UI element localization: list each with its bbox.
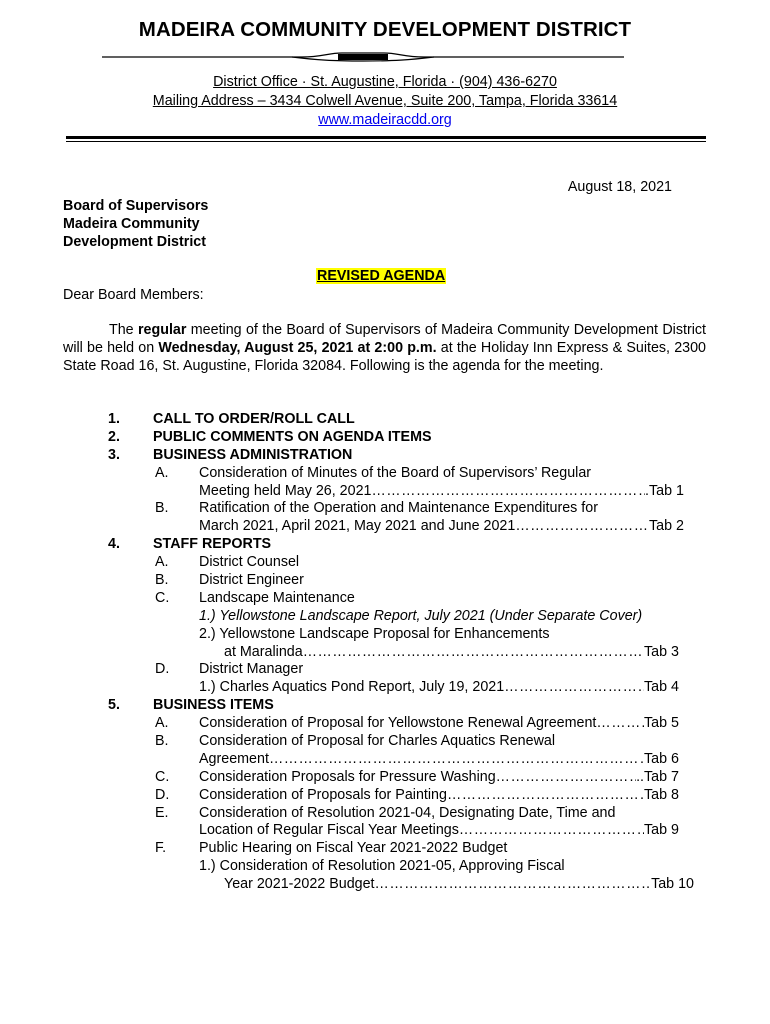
sub-sub-item-text: 1.) Yellowstone Landscape Report, July 2021 (Under Separate Cover) [199, 607, 643, 624]
leader-line [199, 518, 684, 536]
sub-item-continuation [0, 822, 770, 840]
tab-ref: Tab 8 [644, 786, 679, 803]
leader-line [199, 715, 679, 733]
sub-item [0, 840, 770, 858]
sub-item-text: District Engineer [199, 572, 304, 589]
header-rule-thin [66, 141, 706, 142]
agenda-item-3 [0, 447, 770, 465]
sub-sub-item-text: 1.) Charles Aquatics Pond Report, July 19, 2021 [199, 679, 505, 696]
sub-item [0, 661, 770, 679]
leader-line [199, 679, 679, 697]
sub-item-text: Public Hearing on Fiscal Year 2021-2022 Budget [199, 840, 508, 857]
addressee-block [63, 197, 208, 251]
addressee-line: Madeira Community [63, 216, 200, 232]
dot-leader [303, 644, 644, 662]
tab-ref: Tab 10 [651, 876, 694, 893]
leader-line [224, 876, 694, 894]
tab-ref: Tab 5 [644, 715, 679, 732]
dot-leader [447, 787, 644, 805]
district-title: MADEIRA COMMUNITY DEVELOPMENT DISTRICT [138, 18, 632, 41]
sub-sub-item [0, 679, 770, 697]
revised-agenda-label: REVISED AGENDA [317, 268, 446, 284]
sub-item [0, 465, 770, 483]
dot-leader [375, 876, 652, 894]
item-title: STAFF REPORTS [153, 536, 272, 553]
sub-item-text: Consideration of Proposal for Yellowstone Renewal Agreement [199, 715, 597, 732]
sub-item-letter: D. [155, 786, 170, 803]
item-number: 5. [108, 697, 120, 714]
sub-item [0, 787, 770, 805]
sub-item-text: District Counsel [199, 554, 300, 571]
leader-line [199, 751, 679, 769]
meeting-type: regular [137, 322, 187, 338]
sub-item-continuation [0, 518, 770, 536]
letter-date: August 18, 2021 [567, 179, 672, 195]
sub-item-text: Landscape Maintenance [199, 589, 355, 606]
dot-leader [459, 822, 644, 840]
addressee-line: Board of Supervisors [63, 198, 209, 214]
sub-item [0, 590, 770, 608]
intro-paragraph [63, 321, 706, 375]
sub-sub-item [0, 858, 770, 876]
intro-text: meeting of the Board of Supervisors of Madeira Community Development District will be held on [63, 322, 707, 356]
sub-item-letter: B. [155, 500, 169, 517]
sub-item-letter: B. [155, 733, 169, 750]
sub-item-text: Consideration of Resolution 2021-04, Designating Date, Time and [199, 804, 616, 821]
website-link[interactable]: www.madeiracdd.org [318, 112, 452, 128]
salutation: Dear Board Members: [63, 287, 204, 303]
item-title: BUSINESS ADMINISTRATION [153, 446, 353, 463]
dot-leader [504, 679, 644, 697]
sub-sub-item-continuation [0, 876, 770, 894]
item-title: CALL TO ORDER/ROLL CALL [153, 411, 355, 427]
intro-text: at the Holiday Inn Express & Suites, 2300 State Road 16, St. Augustine, Florida 32084. Following is the agenda for the meeting. [63, 340, 707, 374]
sub-sub-item-text: 1.) Consideration of Resolution 2021-05, Approving Fiscal [199, 858, 565, 875]
sub-item-text: District Manager [199, 661, 304, 678]
sub-item [0, 715, 770, 733]
sub-item-letter: A. [155, 464, 169, 481]
leader-line [199, 769, 679, 787]
tab-ref: ..Tab 7 [636, 768, 679, 785]
sub-sub-item-text: 2.) Yellowstone Landscape Proposal for Enhancements [199, 625, 550, 642]
dot-leader [596, 715, 644, 733]
item-number: 1. [108, 411, 120, 427]
sub-item-letter: E. [155, 804, 169, 821]
sub-item-letter: C. [155, 768, 170, 785]
leader-line [224, 644, 679, 662]
tab-ref: Tab 2 [649, 518, 684, 535]
sub-item-text: Consideration of Minutes of the Board of Supervisors’ Regular [199, 464, 592, 481]
sub-sub-item-text: Year 2021-2022 Budget [224, 876, 375, 893]
sub-item [0, 572, 770, 590]
agenda-list [0, 411, 770, 894]
leader-line [199, 483, 684, 501]
header-rule-thick [66, 136, 706, 139]
sub-sub-item-text: at Maralinda [224, 643, 303, 660]
mailing-address-line: Mailing Address – 3434 Colwell Avenue, Suite 200, Tampa, Florida 33614 [152, 93, 618, 109]
agenda-item-4 [0, 536, 770, 554]
item-number: 3. [108, 446, 120, 463]
item-title: BUSINESS ITEMS [153, 697, 274, 714]
leader-line [199, 787, 679, 805]
sub-item-letter: D. [155, 661, 170, 678]
tab-ref: Tab 4 [644, 679, 679, 696]
sub-item-letter: A. [155, 554, 169, 571]
intro-text: The [109, 322, 138, 338]
sub-item-letter: B. [155, 572, 169, 589]
sub-item-letter: F. [155, 840, 167, 857]
dot-leader [269, 751, 640, 769]
item-title: PUBLIC COMMENTS ON AGENDA ITEMS [153, 428, 432, 445]
sub-item-continuation [0, 751, 770, 769]
sub-item-text: Consideration Proposals for Pressure Washing [199, 768, 496, 785]
sub-item-continuation [0, 483, 770, 501]
addressee-line: Development District [63, 234, 207, 250]
sub-sub-item [0, 608, 770, 626]
meeting-datetime: Wednesday, August 25, 2021 at 2:00 p.m. [158, 340, 437, 356]
dot-leader [496, 769, 636, 787]
sub-sub-item-continuation [0, 644, 770, 662]
tab-ref: Tab 9 [644, 822, 679, 839]
sub-item [0, 554, 770, 572]
dot-leader [515, 518, 649, 536]
sub-item [0, 733, 770, 751]
tab-ref: .Tab 6 [640, 750, 679, 767]
sub-item-text: Ratification of the Operation and Maintenance Expenditures for [199, 500, 598, 517]
sub-item-text: Agreement [199, 750, 269, 767]
sub-item [0, 805, 770, 823]
sub-item-letter: A. [155, 715, 169, 732]
dot-leader [371, 483, 645, 501]
sub-item-text: Consideration of Proposals for Painting [199, 786, 447, 803]
sub-item [0, 769, 770, 787]
item-number: 2. [108, 428, 120, 445]
sub-item [0, 500, 770, 518]
decorative-divider [102, 52, 624, 62]
sub-item-text: Consideration of Proposal for Charles Aquatics Renewal [199, 733, 556, 750]
sub-sub-item [0, 626, 770, 644]
leader-line [199, 822, 679, 840]
tab-ref: Tab 3 [644, 643, 679, 660]
sub-item-text: Meeting held May 26, 2021 [199, 482, 372, 499]
sub-item-letter: C. [155, 589, 170, 606]
agenda-item-2 [0, 429, 770, 447]
office-line: District Office · St. Augustine, Florida · (904) 436-6270 [213, 74, 557, 90]
sub-item-text: March 2021, April 2021, May 2021 and June 2021 [199, 518, 516, 535]
tab-ref: .Tab 1 [645, 482, 684, 499]
agenda-item-1 [0, 411, 770, 429]
item-number: 4. [108, 536, 120, 553]
agenda-item-5 [0, 697, 770, 715]
sub-item-text: Location of Regular Fiscal Year Meetings [199, 822, 459, 839]
